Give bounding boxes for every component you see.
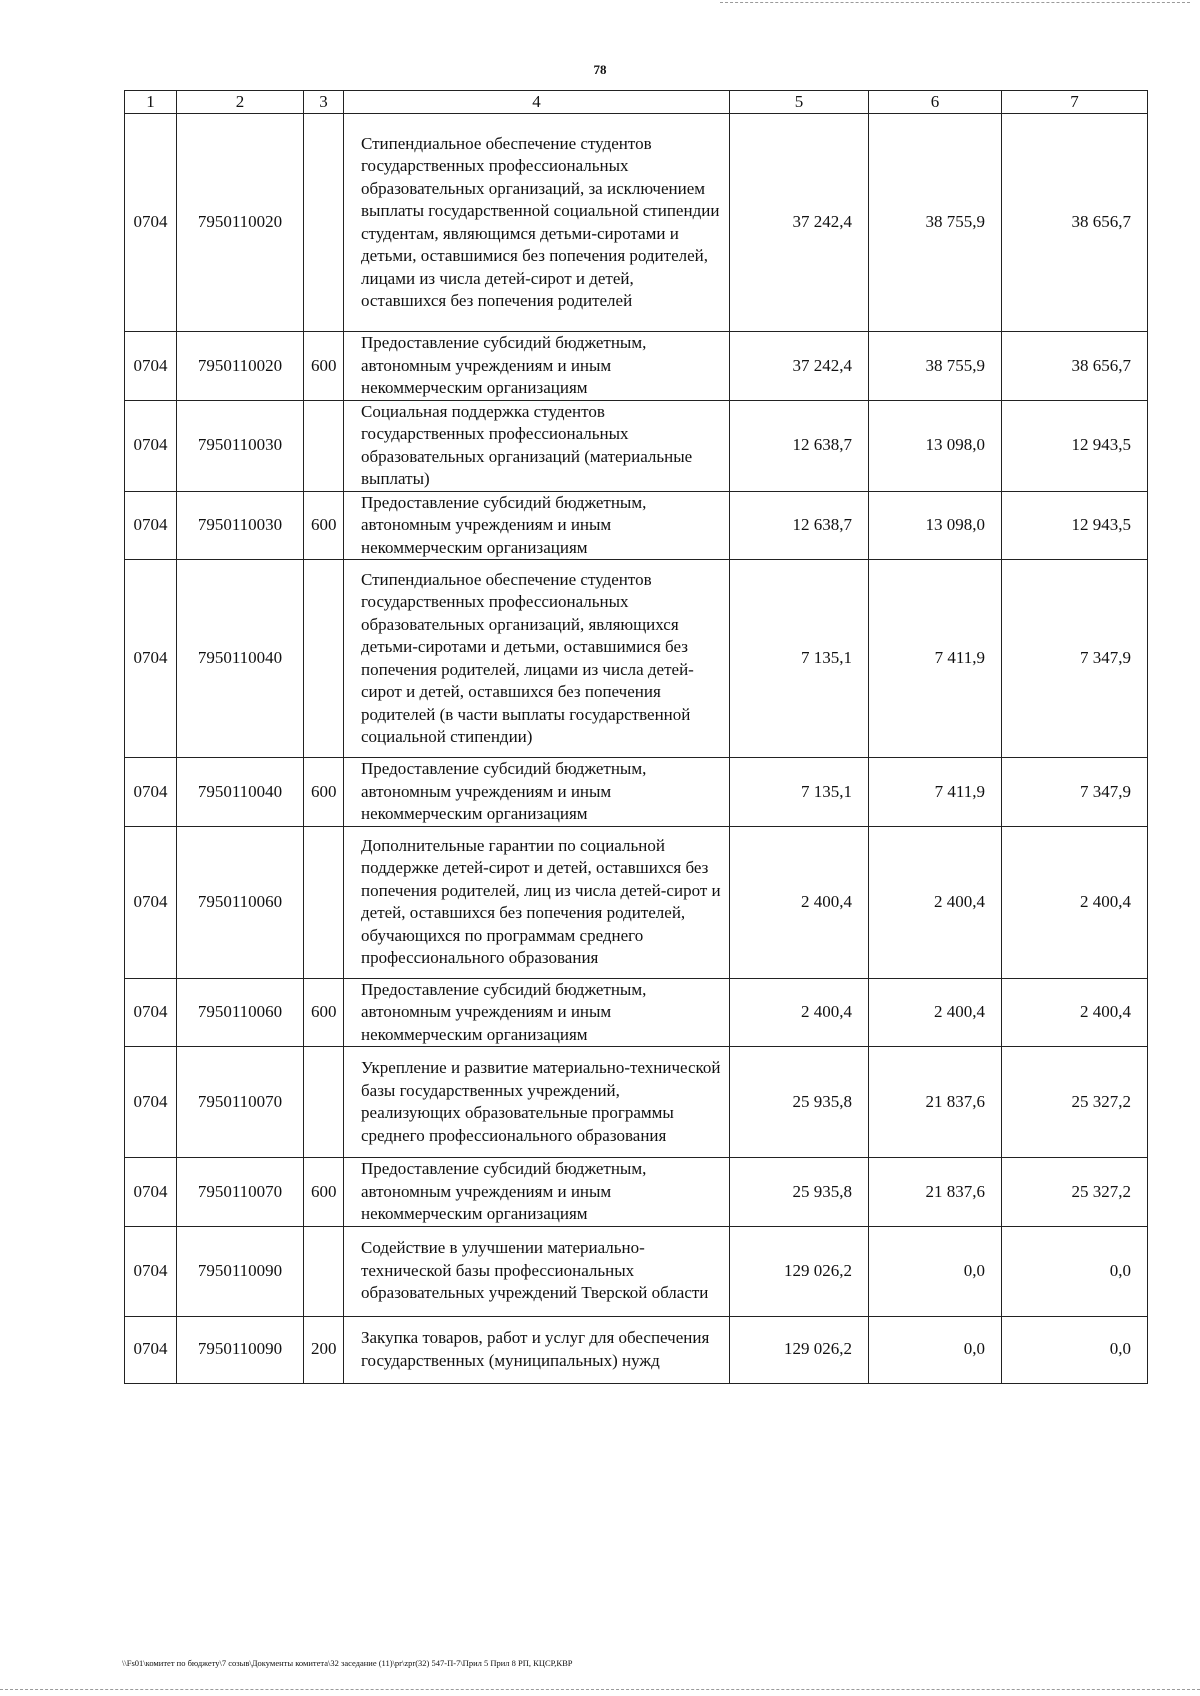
expense-kind-cell bbox=[304, 400, 344, 491]
description-cell: Закупка товаров, работ и услуг для обеспечения государственных (муниципальных) нужд bbox=[344, 1316, 730, 1383]
target-article-cell: 7950110040 bbox=[177, 758, 304, 827]
amount-col7-cell: 12 943,5 bbox=[1002, 491, 1148, 560]
section-code-cell: 0704 bbox=[125, 758, 177, 827]
table-row bbox=[125, 826, 1148, 978]
amount-col5-cell: 12 638,7 bbox=[730, 400, 869, 491]
section-code-cell: 0704 bbox=[125, 1316, 177, 1383]
amount-col6-cell: 21 837,6 bbox=[869, 1047, 1002, 1158]
amount-col7-cell: 38 656,7 bbox=[1002, 332, 1148, 401]
amount-col6-cell: 7 411,9 bbox=[869, 758, 1002, 827]
amount-col7-cell: 0,0 bbox=[1002, 1316, 1148, 1383]
expense-kind-cell: 600 bbox=[304, 332, 344, 401]
target-article-cell: 7950110030 bbox=[177, 491, 304, 560]
section-code-cell: 0704 bbox=[125, 826, 177, 978]
amount-col6-cell: 7 411,9 bbox=[869, 560, 1002, 758]
target-article-cell: 7950110060 bbox=[177, 826, 304, 978]
expense-kind-cell: 200 bbox=[304, 1316, 344, 1383]
target-article-cell: 7950110070 bbox=[177, 1158, 304, 1227]
table-row bbox=[125, 758, 1148, 827]
section-code-cell: 0704 bbox=[125, 1158, 177, 1227]
description-cell: Стипендиальное обеспечение студентов государственных профессиональных образовательных организаций, являющихся детьми-сиротами и детьми, оставшимися без попечения родителей, лицами из числа детей-сирот и детей, оставшихся без попечения родителей (в части выплаты государственной социальной стипендии) bbox=[344, 560, 730, 758]
expense-kind-cell: 600 bbox=[304, 758, 344, 827]
header-col-3: 3 bbox=[304, 91, 344, 114]
section-code-cell: 0704 bbox=[125, 114, 177, 332]
amount-col7-cell: 7 347,9 bbox=[1002, 758, 1148, 827]
table-row bbox=[125, 114, 1148, 332]
expense-kind-cell: 600 bbox=[304, 978, 344, 1047]
section-code-cell: 0704 bbox=[125, 1226, 177, 1316]
amount-col5-cell: 129 026,2 bbox=[730, 1316, 869, 1383]
table-row bbox=[125, 1316, 1148, 1383]
amount-col7-cell: 25 327,2 bbox=[1002, 1047, 1148, 1158]
table-row bbox=[125, 332, 1148, 401]
amount-col5-cell: 2 400,4 bbox=[730, 826, 869, 978]
description-cell: Дополнительные гарантии по социальной поддержке детей-сирот и детей, оставшихся без попечения родителей, лиц из числа детей-сирот и детей, оставшихся без попечения родителей, обучающихся по программам среднего профессионального образования bbox=[344, 826, 730, 978]
table-row bbox=[125, 1158, 1148, 1227]
table-row bbox=[125, 1226, 1148, 1316]
amount-col5-cell: 7 135,1 bbox=[730, 560, 869, 758]
target-article-cell: 7950110060 bbox=[177, 978, 304, 1047]
section-code-cell: 0704 bbox=[125, 1047, 177, 1158]
amount-col6-cell: 38 755,9 bbox=[869, 114, 1002, 332]
amount-col7-cell: 7 347,9 bbox=[1002, 560, 1148, 758]
expense-kind-cell: 600 bbox=[304, 491, 344, 560]
amount-col6-cell: 38 755,9 bbox=[869, 332, 1002, 401]
description-cell: Предоставление субсидий бюджетным, автономным учреждениям и иным некоммерческим организациям bbox=[344, 978, 730, 1047]
amount-col6-cell: 0,0 bbox=[869, 1316, 1002, 1383]
table-row bbox=[125, 400, 1148, 491]
footer-file-path: \\Fs01\комитет по бюджету\7 созыв\Документы комитета\32 заседание (11)\pr\zpr(32) 547-П-7\Прил 5 Прил 8 РП, КЦСР,КВР bbox=[122, 1658, 573, 1668]
description-cell: Укрепление и развитие материально-технической базы государственных учреждений, реализующих образовательные программы среднего профессионального образования bbox=[344, 1047, 730, 1158]
target-article-cell: 7950110030 bbox=[177, 400, 304, 491]
amount-col7-cell: 38 656,7 bbox=[1002, 114, 1148, 332]
expense-kind-cell bbox=[304, 826, 344, 978]
amount-col7-cell: 2 400,4 bbox=[1002, 978, 1148, 1047]
header-col-4: 4 bbox=[344, 91, 730, 114]
section-code-cell: 0704 bbox=[125, 491, 177, 560]
amount-col6-cell: 2 400,4 bbox=[869, 826, 1002, 978]
description-cell: Предоставление субсидий бюджетным, автономным учреждениям и иным некоммерческим организациям bbox=[344, 1158, 730, 1227]
target-article-cell: 7950110070 bbox=[177, 1047, 304, 1158]
amount-col7-cell: 12 943,5 bbox=[1002, 400, 1148, 491]
table-row bbox=[125, 560, 1148, 758]
amount-col5-cell: 37 242,4 bbox=[730, 332, 869, 401]
table-row bbox=[125, 491, 1148, 560]
header-col-5: 5 bbox=[730, 91, 869, 114]
description-cell: Предоставление субсидий бюджетным, автономным учреждениям и иным некоммерческим организациям bbox=[344, 758, 730, 827]
target-article-cell: 7950110040 bbox=[177, 560, 304, 758]
expense-kind-cell bbox=[304, 1226, 344, 1316]
description-cell: Социальная поддержка студентов государственных профессиональных образовательных организаций (материальные выплаты) bbox=[344, 400, 730, 491]
description-cell: Предоставление субсидий бюджетным, автономным учреждениям и иным некоммерческим организациям bbox=[344, 491, 730, 560]
target-article-cell: 7950110090 bbox=[177, 1226, 304, 1316]
section-code-cell: 0704 bbox=[125, 400, 177, 491]
amount-col5-cell: 12 638,7 bbox=[730, 491, 869, 560]
amount-col5-cell: 25 935,8 bbox=[730, 1158, 869, 1227]
expense-kind-cell: 600 bbox=[304, 1158, 344, 1227]
amount-col6-cell: 21 837,6 bbox=[869, 1158, 1002, 1227]
target-article-cell: 7950110020 bbox=[177, 332, 304, 401]
description-cell: Содействие в улучшении материально-технической базы профессиональных образовательных учреждений Тверской области bbox=[344, 1226, 730, 1316]
section-code-cell: 0704 bbox=[125, 332, 177, 401]
table-row bbox=[125, 1047, 1148, 1158]
expense-kind-cell bbox=[304, 560, 344, 758]
amount-col5-cell: 7 135,1 bbox=[730, 758, 869, 827]
header-col-7: 7 bbox=[1002, 91, 1148, 114]
table-row bbox=[125, 978, 1148, 1047]
amount-col5-cell: 37 242,4 bbox=[730, 114, 869, 332]
bottom-scan-rule bbox=[0, 1689, 1200, 1690]
header-col-1: 1 bbox=[125, 91, 177, 114]
header-col-2: 2 bbox=[177, 91, 304, 114]
description-cell: Предоставление субсидий бюджетным, автономным учреждениям и иным некоммерческим организациям bbox=[344, 332, 730, 401]
target-article-cell: 7950110020 bbox=[177, 114, 304, 332]
page-number: 78 bbox=[593, 62, 607, 77]
expense-kind-cell bbox=[304, 1047, 344, 1158]
budget-table bbox=[124, 90, 1148, 1384]
amount-col6-cell: 13 098,0 bbox=[869, 491, 1002, 560]
description-cell: Стипендиальное обеспечение студентов государственных профессиональных образовательных организаций, за исключением выплаты государственной социальной стипендии студентам, являющимся детьми-сиротами и детьми, оставшимися без попечения родителей, лицами из числа детей-сирот и детей, оставшихся без попечения родителей bbox=[344, 114, 730, 332]
amount-col6-cell: 0,0 bbox=[869, 1226, 1002, 1316]
amount-col5-cell: 25 935,8 bbox=[730, 1047, 869, 1158]
amount-col6-cell: 13 098,0 bbox=[869, 400, 1002, 491]
amount-col7-cell: 25 327,2 bbox=[1002, 1158, 1148, 1227]
expense-kind-cell bbox=[304, 114, 344, 332]
section-code-cell: 0704 bbox=[125, 560, 177, 758]
header-col-6: 6 bbox=[869, 91, 1002, 114]
amount-col5-cell: 2 400,4 bbox=[730, 978, 869, 1047]
amount-col6-cell: 2 400,4 bbox=[869, 978, 1002, 1047]
target-article-cell: 7950110090 bbox=[177, 1316, 304, 1383]
amount-col7-cell: 0,0 bbox=[1002, 1226, 1148, 1316]
top-scan-rule bbox=[720, 2, 1190, 3]
amount-col7-cell: 2 400,4 bbox=[1002, 826, 1148, 978]
amount-col5-cell: 129 026,2 bbox=[730, 1226, 869, 1316]
section-code-cell: 0704 bbox=[125, 978, 177, 1047]
table-header-row bbox=[125, 91, 1148, 114]
